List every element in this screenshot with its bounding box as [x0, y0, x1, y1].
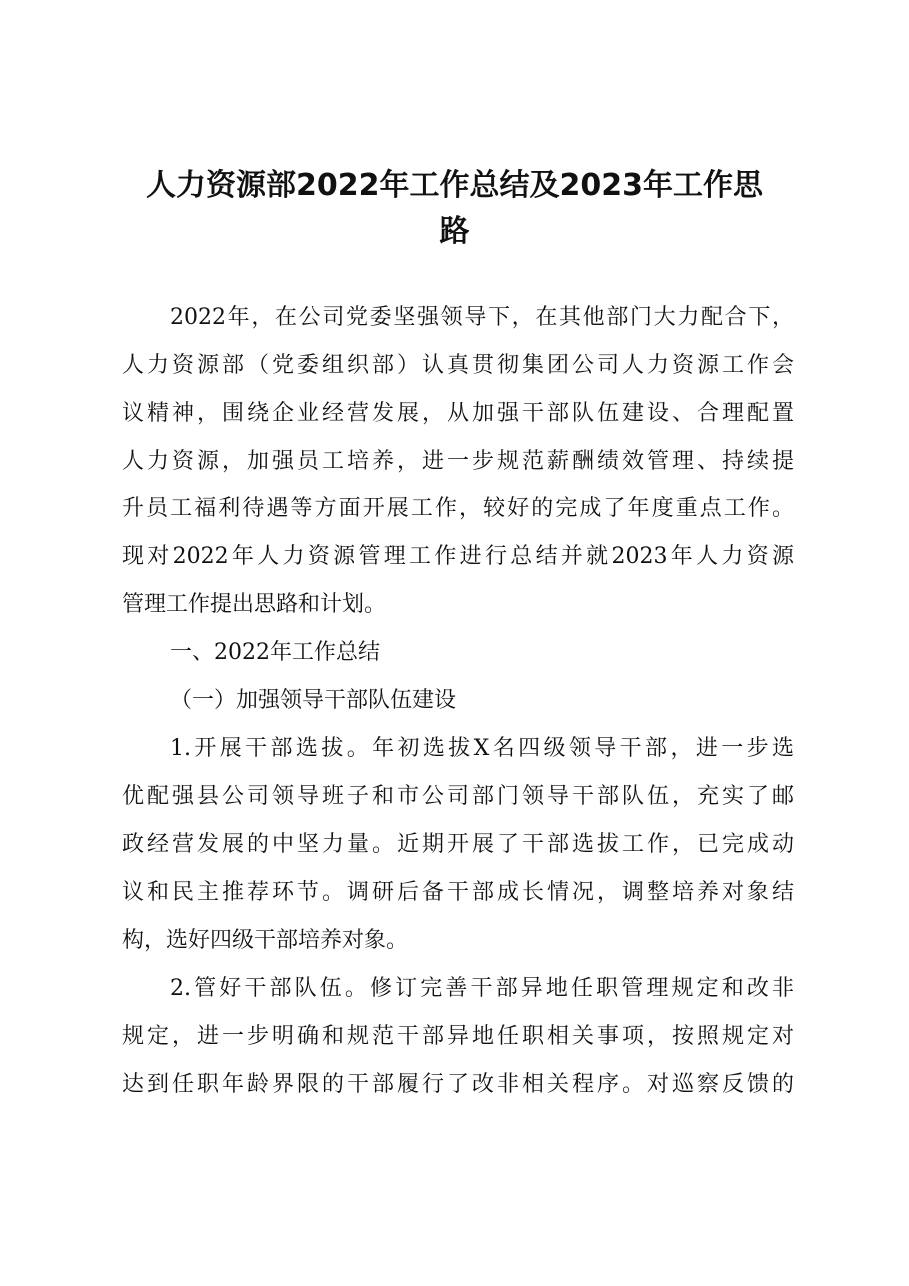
- paragraph-2-line-1: 1.开展干部选拔。年初选拔X名四级领导干部，进一步选: [170, 736, 794, 761]
- paragraph-1-line-4: 人力资源，加强员工培养，进一步规范薪酬绩效管理、持续提: [122, 449, 794, 474]
- paragraph-2-line-5: 构，选好四级干部培养对象。: [122, 928, 409, 953]
- paragraph-3-line-2: 规定，进一步明确和规范干部异地任职相关事项，按照规定对: [122, 1024, 794, 1049]
- paragraph-1-line-3: 议精神，围绕企业经营发展，从加强干部队伍建设、合理配置: [122, 401, 794, 426]
- paragraph-3-line-3: 达到任职年龄界限的干部履行了改非相关程序。对巡察反馈的: [122, 1072, 794, 1097]
- paragraph-1-line-5: 升员工福利待遇等方面开展工作，较好的完成了年度重点工作。: [122, 496, 794, 521]
- subsection-heading-1: （一）加强领导干部队伍建设: [170, 688, 457, 713]
- paragraph-2-line-4: 议和民主推荐环节。调研后备干部成长情况，调整培养对象结: [122, 880, 794, 905]
- paragraph-2-line-3: 政经营发展的中坚力量。近期开展了干部选拔工作，已完成动: [122, 832, 794, 857]
- paragraph-2-line-2: 优配强县公司领导班子和市公司部门领导干部队伍，充实了邮: [122, 784, 794, 809]
- paragraph-1-line-2: 人力资源部（党委组织部）认真贯彻集团公司人力资源工作会: [122, 353, 794, 378]
- paragraph-1-line-7: 管理工作提出思路和计划。: [122, 592, 387, 617]
- paragraph-3-line-1: 2.管好干部队伍。修订完善干部异地任职管理规定和改非: [170, 976, 794, 1001]
- document-title-line-1: 人力资源部2022年工作总结及2023年工作思: [146, 168, 763, 203]
- paragraph-1-line-6: 现对2022年人力资源管理工作进行总结并就2023年人力资源: [122, 544, 794, 569]
- paragraph-1-line-1: 2022年，在公司党委坚强领导下，在其他部门大力配合下，: [170, 305, 794, 330]
- section-heading-1: 一、2022年工作总结: [170, 640, 380, 665]
- document-title-line-2: 路: [439, 214, 470, 249]
